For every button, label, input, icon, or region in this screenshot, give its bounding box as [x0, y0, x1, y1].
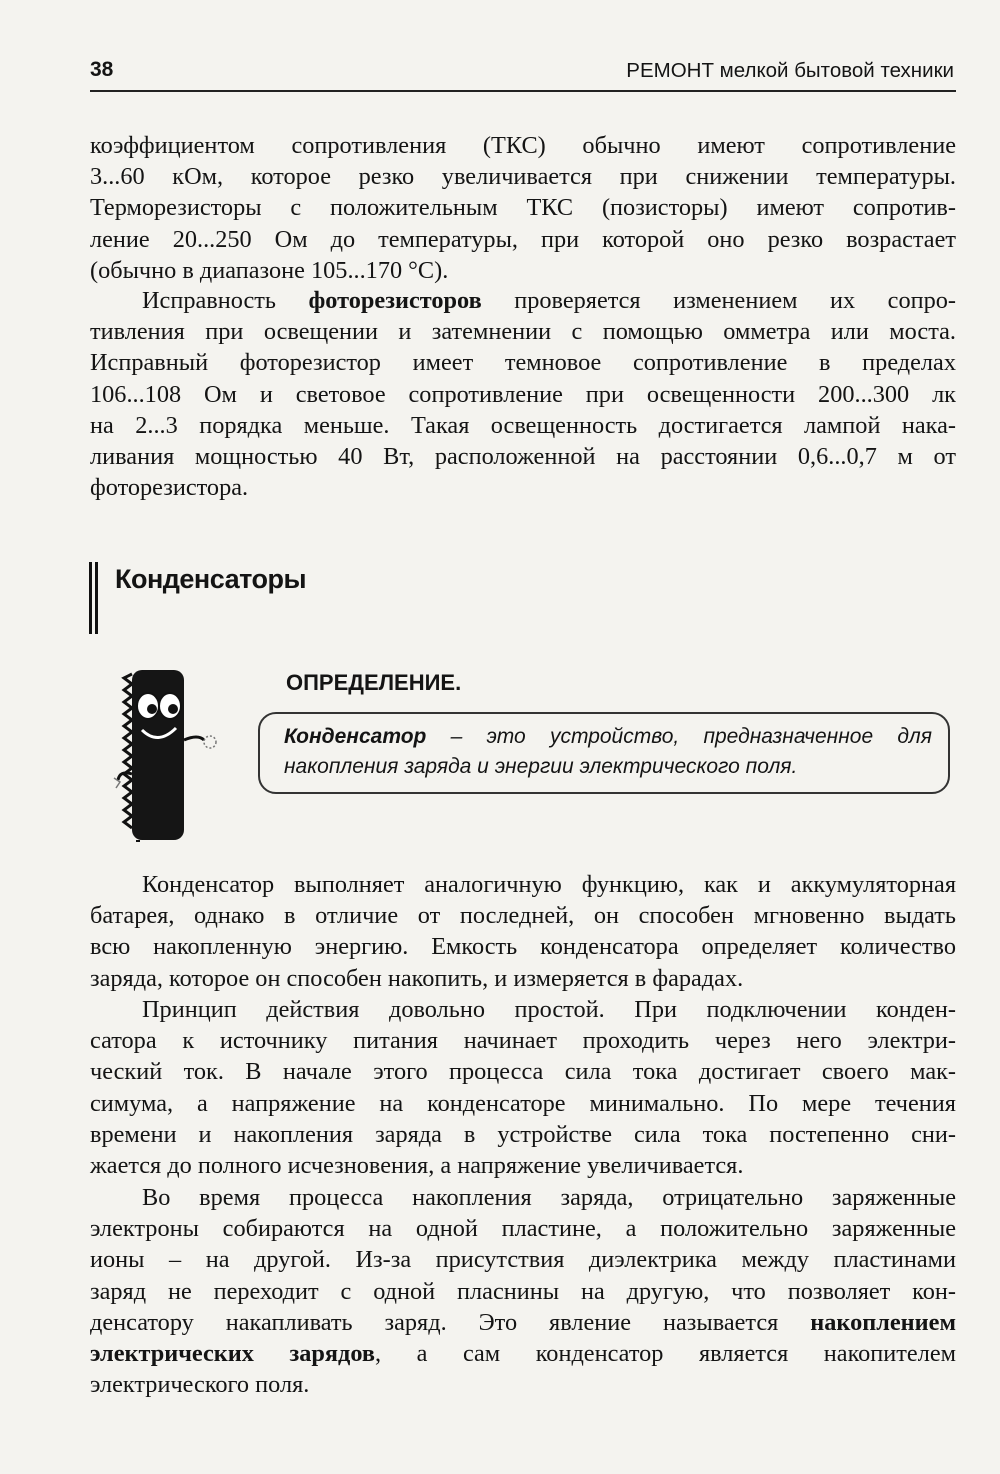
paragraph-capacitor-function	[90, 869, 956, 994]
bold-term: электрических зарядов	[90, 1340, 375, 1368]
section-title: Конденсаторы	[115, 564, 307, 594]
text-line: ливания мощностью 40 Вт, расположенной на расстоянии 0,6...0,7 м от	[90, 443, 956, 471]
text-line: коэффициентом сопротивления (ТКС) обычно имеют сопротивление	[90, 132, 956, 159]
bold-term: накоплением	[810, 1308, 956, 1336]
page-number: 38	[90, 58, 114, 81]
paragraph-operating-principle	[90, 994, 956, 1181]
text-line: Конденсатор – это устройство, предназначенное для	[284, 725, 932, 748]
text-line: ионы – на другой. Из-за присутствия диэлектрика между пластинами	[90, 1246, 956, 1274]
text-line: жается до полного исчезновения, а напряжение увеличивается.	[90, 1152, 744, 1180]
definition-label: ОПРЕДЕЛЕНИЕ.	[286, 670, 462, 695]
text-line: 106...108 Ом и световое сопротивление при освещенности 200...300 лк	[90, 380, 956, 408]
text-line: сатора к источнику питания начинает проходить через него электри-	[90, 1027, 956, 1055]
text-line: времени и накопления заряда в устройстве сила тока постепенно сни-	[90, 1120, 956, 1148]
text-line: электроны собираются на одной пластине, а положительно заряженные	[90, 1215, 956, 1243]
text-line: фоторезистора.	[90, 474, 249, 502]
section-marker	[95, 562, 98, 634]
definition-term: Конденсатор	[284, 725, 427, 748]
running-title: РЕМОНТ мелкой бытовой техники	[626, 59, 954, 82]
text-line: Исправность фоторезисторов проверяется изменением их сопро-	[142, 287, 956, 314]
text-line: Исправный фоторезистор имеет темновое сопротивление в пределах	[90, 349, 956, 377]
paragraph-photoresistors	[90, 285, 956, 503]
capacitor-mascot-icon	[112, 662, 230, 842]
section-marker	[89, 562, 92, 634]
paragraph-thermistors	[90, 130, 956, 286]
text-line: Принцип действия довольно простой. При подключении конден-	[142, 996, 956, 1023]
paragraph-charge-accumulation	[90, 1182, 956, 1400]
definition-box	[258, 712, 950, 794]
text-line: тивления при освещении и затемнении с помощью омметра или моста.	[90, 318, 956, 346]
text-line: заряд не переходит с одной пласнины на другую, что позволяет кон-	[90, 1277, 956, 1305]
text-line: ление 20...250 Ом до температуры, при которой оно резко возрастает	[90, 225, 956, 253]
page-header	[90, 58, 956, 92]
text-line: Конденсатор выполняет аналогичную функцию, как и аккумуляторная	[142, 871, 956, 898]
text-line: (обычно в диапазоне 105...170 °С).	[90, 256, 449, 284]
text-line: ческий ток. В начале этого процесса сила тока достигает своего мак-	[90, 1058, 956, 1086]
text-line: симума, а напряжение на конденсаторе минимально. По мере течения	[90, 1089, 956, 1117]
text-line: на 2...3 порядка меньше. Такая освещенность достигается лампой нака-	[90, 411, 956, 439]
bold-term: фоторезисторов	[308, 287, 482, 314]
text-line: накопления заряда и энергии электрического поля.	[284, 755, 798, 778]
text-line: денсатору накапливать заряд. Это явление называется накоплением	[90, 1308, 956, 1336]
text-line: 3...60 кОм, которое резко увеличивается при снижении температуры.	[90, 163, 956, 191]
text-line: заряда, которое он способен накопить, и измеряется в фарадах.	[90, 964, 744, 992]
text-line: Во время процесса накопления заряда, отрицательно заряженные	[142, 1184, 956, 1211]
text-line: электрического поля.	[90, 1371, 310, 1399]
text-line: Терморезисторы с положительным ТКС (позисторы) имеют сопротив-	[90, 194, 956, 222]
text-line: всю накопленную энергию. Емкость конденсатора определяет количество	[90, 933, 956, 961]
text-line: электрических зарядов, а сам конденсатор является накопителем	[90, 1340, 956, 1368]
text-line: батарея, однако в отличие от последней, он способен мгновенно выдать	[90, 902, 956, 930]
definition-text	[284, 722, 932, 782]
